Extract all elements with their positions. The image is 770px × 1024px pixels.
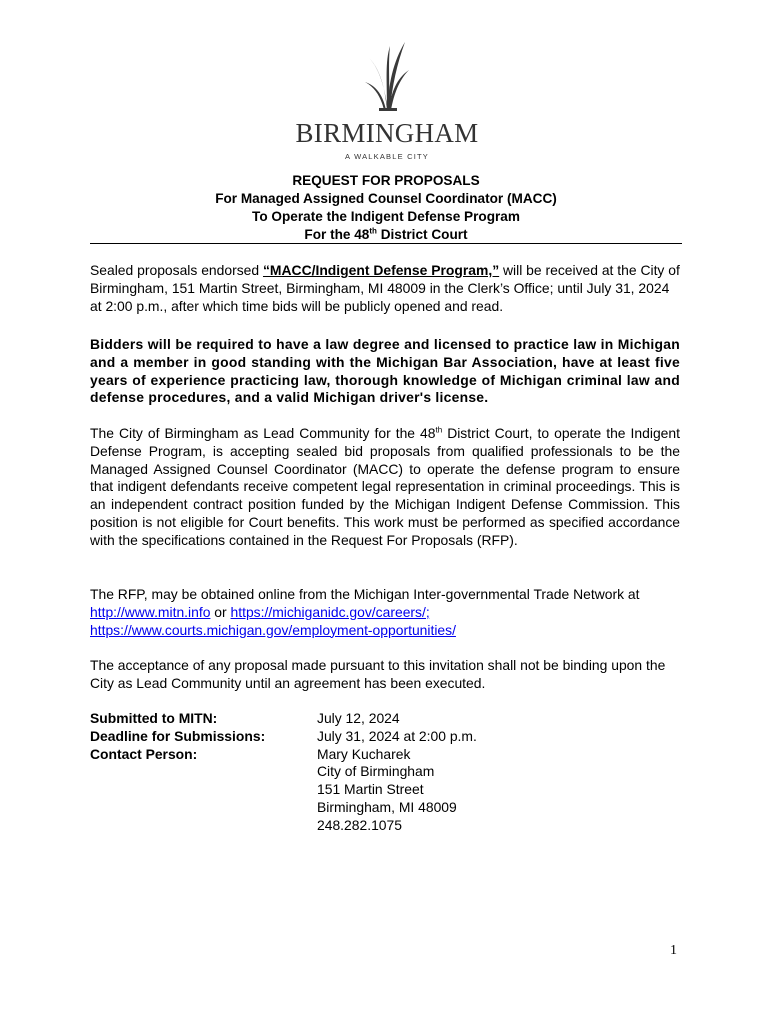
- michiganidc-careers-link[interactable]: https://michiganidc.gov/careers/;: [230, 603, 430, 620]
- deadline-date: July 31, 2024 at 2:00 p.m.: [317, 727, 477, 744]
- grass-emblem-icon: [357, 40, 417, 116]
- paragraph-sealed-proposals: Sealed proposals endorsed “MACC/Indigent Defense Program,” will be received at the City of Birmingham, 151 Martin Street, Birmingham, MI 48009 in the Clerk’s Office; until July 31, 2024 at 2:00 p.m., after which time bids will be publicly opened and read.: [90, 262, 680, 314]
- paragraph-rfp-availability: The RFP, may be obtained online from the Michigan Inter-governmental Trade Network at http://www.mitn.info or https://michiganidc.gov/careers/; https://www.courts.michigan.gov/employment-opportunities/: [90, 586, 640, 638]
- logo-wordmark: BIRMINGHAM: [295, 118, 479, 148]
- contact-organization: City of Birmingham: [317, 763, 435, 780]
- contact-city: Birmingham, MI 48009: [317, 798, 457, 815]
- heading-subtitle-macc: For Managed Assigned Counsel Coordinator (MACC): [215, 191, 557, 206]
- contact-label: Contact Person:: [90, 745, 198, 762]
- logo-tagline: A WALKABLE CITY: [345, 152, 429, 161]
- mitn-link[interactable]: http://www.mitn.info: [90, 603, 211, 620]
- contact-name: Mary Kucharek: [317, 745, 411, 762]
- details-values: [317, 710, 557, 835]
- submitted-label: Submitted to MITN:: [90, 710, 218, 726]
- deadline-label: Deadline for Submissions:: [90, 727, 266, 744]
- document-heading: [90, 172, 682, 244]
- page-number: 1: [670, 943, 677, 958]
- submitted-date: July 12, 2024: [317, 710, 400, 726]
- paragraph-bidder-requirements: Bidders will be required to have a law degree and licensed to practice law in Michigan and a member in good standing with the Michigan Bar Association, have at least five years of experience practicing law, thorough knowledge of Michigan criminal law and defense procedures, and a valid Michigan driver's license.: [90, 336, 680, 406]
- heading-subtitle-court: For the 48th District Court: [304, 226, 468, 242]
- heading-divider: [90, 243, 682, 244]
- heading-title: REQUEST FOR PROPOSALS: [292, 173, 480, 188]
- details-labels: [90, 710, 310, 763]
- contact-phone: 248.282.1075: [317, 816, 402, 833]
- courts-employment-link[interactable]: https://www.courts.michigan.gov/employment-opportunities/: [90, 621, 456, 638]
- endorsement-label: “MACC/Indigent Defense Program,”: [262, 262, 500, 278]
- paragraph-acceptance-terms: The acceptance of any proposal made pursuant to this invitation shall not be binding upon the City as Lead Community until an agreement has been executed.: [90, 657, 666, 691]
- birmingham-logo: [280, 40, 494, 161]
- paragraph-program-description: The City of Birmingham as Lead Community for the 48th District Court, to operate the Indigent Defense Program, is accepting sealed bid proposals from qualified professionals to be the Managed Assigned Counsel Coordinator (MACC) to operate the defense program to ensure that indigent defendants receive competent legal representation in criminal proceedings. This is an independent contract position funded by the Michigan Indigent Defense Commission. This position is not eligible for Court benefits. This work must be performed as specified accordance with the specifications contained in the Request For Proposals (RFP).: [90, 425, 680, 548]
- contact-street: 151 Martin Street: [317, 781, 424, 798]
- heading-subtitle-program: To Operate the Indigent Defense Program: [252, 209, 520, 224]
